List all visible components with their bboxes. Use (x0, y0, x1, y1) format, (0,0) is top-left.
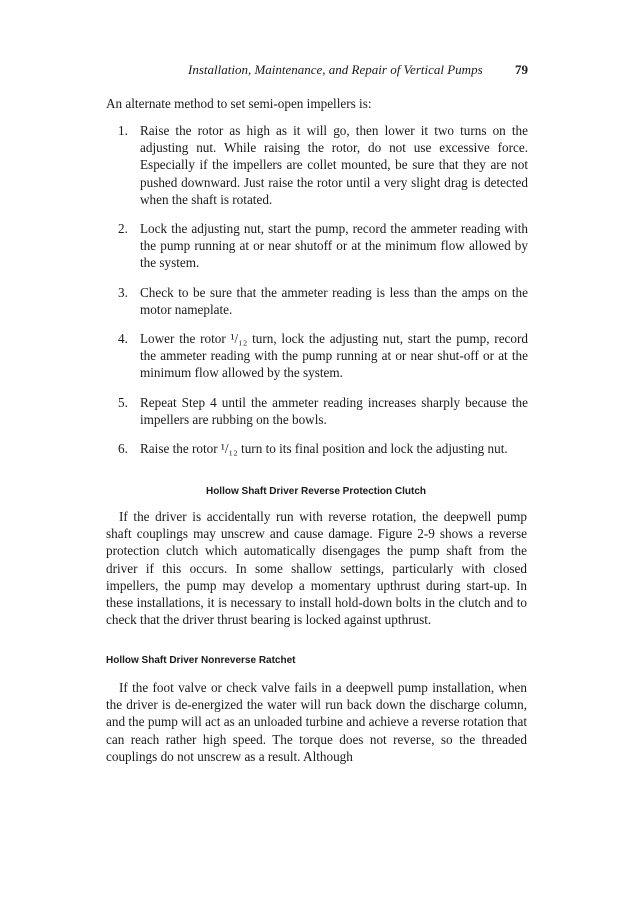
procedure-steps (118, 122, 528, 469)
step-item (118, 330, 528, 382)
step-text: Lock the adjusting nut, start the pump, record the ammeter reading with the pump running at or near shutoff or at the minimum flow allowed by the system. (140, 221, 528, 271)
step-number: 1. (118, 123, 128, 138)
step-item (118, 394, 528, 428)
section-heading-clutch: Hollow Shaft Driver Reverse Protection Clutch (205, 486, 427, 497)
step-number: 4. (118, 331, 128, 347)
step-text: Raise the rotor ¹/₁₂ turn to its final position and lock the adjusting nut. (140, 441, 508, 457)
step-item (118, 122, 528, 208)
running-head-title: Installation, Maintenance, and Repair of Vertical Pumps (188, 62, 483, 77)
step-number: 2. (118, 221, 128, 237)
step-text: Check to be sure that the ammeter reading is less than the amps on the motor nameplate. (140, 284, 528, 317)
step-item (118, 440, 528, 457)
section-paragraph-ratchet: If the foot valve or check valve fails in a deepwell pump installation, when the driver is de-energized the water will run back down the discharge column, and the pump will act as an unloaded turbine and achieve a reverse rotation that can reach rather high speed. The torque does not reverse, so the threaded couplings do not unscrew as a result. Although (106, 680, 527, 764)
step-item (118, 284, 528, 318)
section-heading-ratchet: Hollow Shaft Driver Nonreverse Ratchet (106, 655, 296, 666)
running-head (188, 62, 528, 78)
step-text: Lower the rotor ¹/₁₂ turn, lock the adjusting nut, start the pump, record the ammeter reading with the pump running at or near shut-off or at the minimum flow allowed by the system. (140, 331, 528, 381)
intro-text: An alternate method to set semi-open impellers is: (106, 96, 372, 111)
page-number: 79 (515, 62, 528, 77)
step-number: 5. (118, 394, 128, 410)
step-number: 6. (118, 441, 128, 457)
step-text: Raise the rotor as high as it will go, then lower it two turns on the adjusting nut. While raising the rotor, do not use excessive force. Especially if the impellers are collet mounted, be sure that they are not pushed downward. Just raise the rotor until a very slight drag is detected when the shaft is rotated. (140, 123, 528, 207)
step-text: Repeat Step 4 until the ammeter reading increases sharply because the impellers are rubbing on the bowls. (140, 394, 528, 427)
step-item (118, 220, 528, 272)
step-number: 3. (118, 284, 128, 300)
section-paragraph-clutch: If the driver is accidentally run with reverse rotation, the deepwell pump shaft couplings may unscrew and cause damage. Figure 2-9 shows a reverse protection clutch which automatically disengages the pump shaft from the driver if this occurs. In some shallow settings, particularly with closed impellers, the pump may develop a momentary upthrust during start-up. In these installations, it is necessary to install hold-down bolts in the clutch and to check that the driver thrust bearing is locked against upthrust. (106, 509, 527, 628)
